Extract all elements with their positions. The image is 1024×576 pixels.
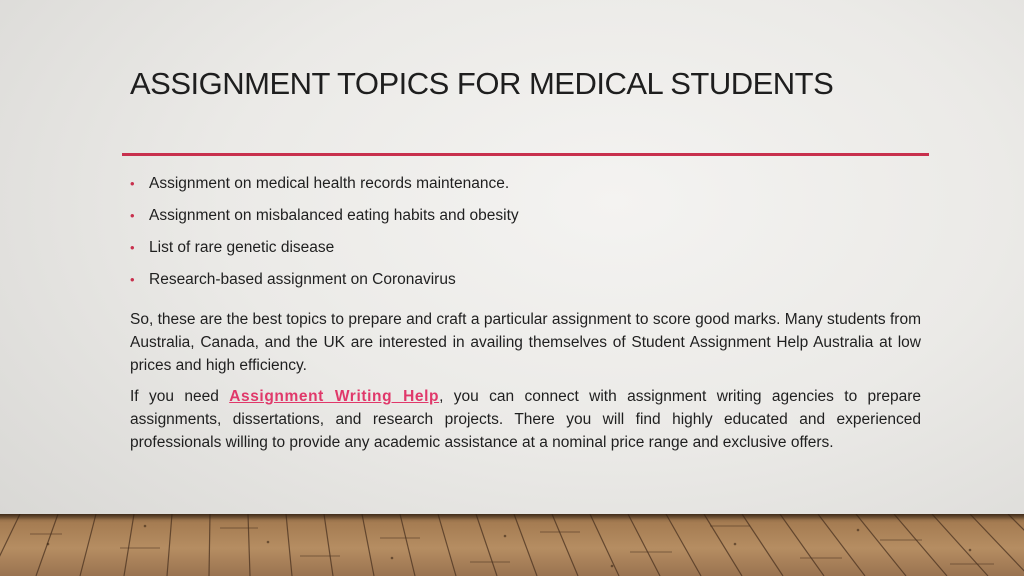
list-item bbox=[130, 204, 921, 236]
slide-body bbox=[130, 172, 921, 462]
list-item bbox=[130, 268, 921, 300]
bullet-icon: • bbox=[130, 240, 135, 255]
help-paragraph-suffix: , you can connect with assignment writing agencies to prepare assignments, dissertations, and research projects. There you will find highly educated and experienced professionals willing to provide any academic assistance at a nominal price range and exclusive offers. bbox=[130, 388, 921, 451]
assignment-writing-help-link[interactable]: Assignment Writing Help bbox=[229, 388, 440, 405]
floor-edge-shadow bbox=[0, 514, 1024, 520]
topic-list bbox=[130, 172, 921, 300]
title-divider bbox=[122, 153, 929, 156]
list-item bbox=[130, 172, 921, 204]
list-item-text: Research-based assignment on Coronavirus bbox=[149, 271, 456, 288]
summary-paragraph: So, these are the best topics to prepare and craft a particular assignment to score good marks. Many students from Australia, Canada, and the UK are interested in availing themselves of Student Assignment Help Australia at low prices and high efficiency. bbox=[130, 311, 921, 374]
floor-planks-graphic bbox=[0, 514, 1024, 576]
help-paragraph-prefix: If you need bbox=[130, 388, 230, 405]
bullet-icon: • bbox=[130, 272, 135, 287]
help-paragraph bbox=[130, 385, 921, 454]
list-item-text: Assignment on medical health records maintenance. bbox=[149, 175, 510, 192]
list-item bbox=[130, 236, 921, 268]
slide-title: ASSIGNMENT TOPICS FOR MEDICAL STUDENTS bbox=[130, 66, 834, 101]
wood-floor-background bbox=[0, 514, 1024, 576]
list-item-text: Assignment on misbalanced eating habits and obesity bbox=[149, 207, 519, 224]
bullet-icon: • bbox=[130, 176, 135, 191]
list-item-text: List of rare genetic disease bbox=[149, 239, 335, 256]
bullet-icon: • bbox=[130, 208, 135, 223]
